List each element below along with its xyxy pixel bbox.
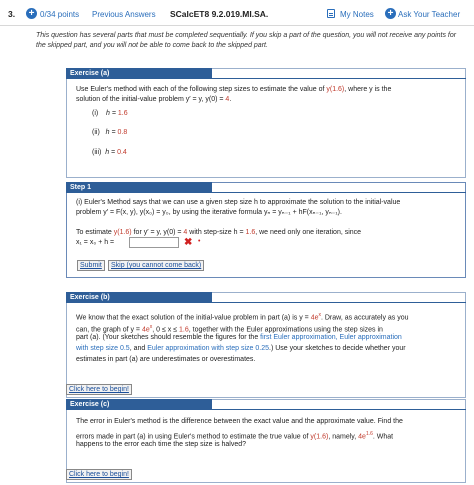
exercise-a-item-ii: (ii) h = 0.8 [92,129,128,136]
required-dot-icon: • [198,238,201,245]
step1-line4: x₁ = x₀ + h = [76,239,115,246]
exercise-a-item-iii: (iii) h = 0.4 [92,149,127,156]
exercise-c-tab-line [66,409,466,410]
exercise-b-line1: We know that the exact solution of the initial-value problem in part (a) is $y = 4e^x$. Draw, as accurately as you [76,312,409,322]
exercise-c-line3: happens to the error each time the step size is halved? [76,441,247,448]
euler-approx-link-part2[interactable]: with step size 0.5 [76,345,130,352]
question-source: SCalcET8 9.2.019.MI.SA. [170,9,269,19]
exercise-b-line3: part (a). (Your sketches should resemble the figures for the first Euler approximation, Euler approximation [76,334,402,341]
step1-tab: Step 1 [66,182,212,193]
euler-step-025-link[interactable]: Euler approximation with step size 0.25 [147,345,270,352]
exercise-c-tab: Exercise (c) [66,399,212,410]
question-header [0,0,474,26]
exercise-b-tab: Exercise (b) [66,292,212,303]
step1-line1: (i) Euler's Method says that we can use a given step size h to approximate the solution to the initial-value [76,199,401,206]
exercise-a-tab: Exercise (a) [66,68,212,79]
exercise-b-begin-button[interactable]: Click here to begin! [66,384,132,395]
step1-tab-line [66,192,466,193]
euler-approx-link-part1[interactable]: , Euler approximation [335,334,402,341]
exercise-b-line4: with step size 0.5, and Euler approximation with step size 0.25.) Use your sketches to decide whether your [76,345,406,352]
exercise-c-line2: errors made in part (a) in using Euler's method to estimate the true value of y(1.6), namely, $4e^{1.6}$. What [76,431,394,441]
skip-button[interactable]: Skip (you cannot come back) [108,260,204,271]
exercise-b-tab-line [66,302,466,303]
notes-icon[interactable] [327,9,335,18]
step1-line2: problem y′ = F(x, y), y(x₀) = y₀, by using the iterative formula yₙ = yₙ₋₁ + hF(xₙ₋₁, yₙ₋₁). [76,209,342,216]
exercise-b-line5: estimates in part (a) are underestimates or overestimates. [76,356,256,363]
exercise-b-line2: can, the graph of $y = 4e^x$, 0 ≤ x ≤ 1.6, together with the Euler approximations using the step sizes in [76,324,383,334]
submit-button[interactable]: Submit [77,260,105,271]
points-link[interactable]: 0/34 points [40,10,80,19]
exercise-a-line2: solution of the initial-value problem y′ = y, y(0) = 4. [76,96,232,103]
x1-answer-input[interactable] [129,237,179,248]
exercise-a-tab-line [66,78,466,79]
question-number: 3. [8,9,16,19]
my-notes-link[interactable]: My Notes [340,10,374,19]
exercise-c-line1: The error in Euler's method is the difference between the exact value and the approximate value. Find the [76,418,403,425]
intro-instructions: This question has several parts that must be completed sequentially. If you skip a part of the question, you will not receive any points for the skipped part, and you will not be able to come back to the skipped part. [36,32,457,49]
exercise-c-begin-button[interactable]: Click here to begin! [66,469,132,480]
exercise-a-line1: Use Euler's method with each of the following step sizes to estimate the value of y(1.6), where y is the [76,86,392,93]
first-euler-link[interactable]: first Euler approximation [260,334,336,341]
previous-answers-link[interactable]: Previous Answers [92,10,156,19]
incorrect-x-icon: ✖ [184,237,193,248]
ask-teacher-plus-icon[interactable]: + [385,8,396,19]
exercise-a-item-i: (i) h = 1.6 [92,110,128,117]
step1-line3: To estimate y(1.6) for y′ = y, y(0) = 4 with step-size h = 1.6, we need only one iteration, since [76,229,362,236]
ask-teacher-link[interactable]: Ask Your Teacher [398,10,461,19]
expand-plus-icon[interactable]: + [26,8,37,19]
